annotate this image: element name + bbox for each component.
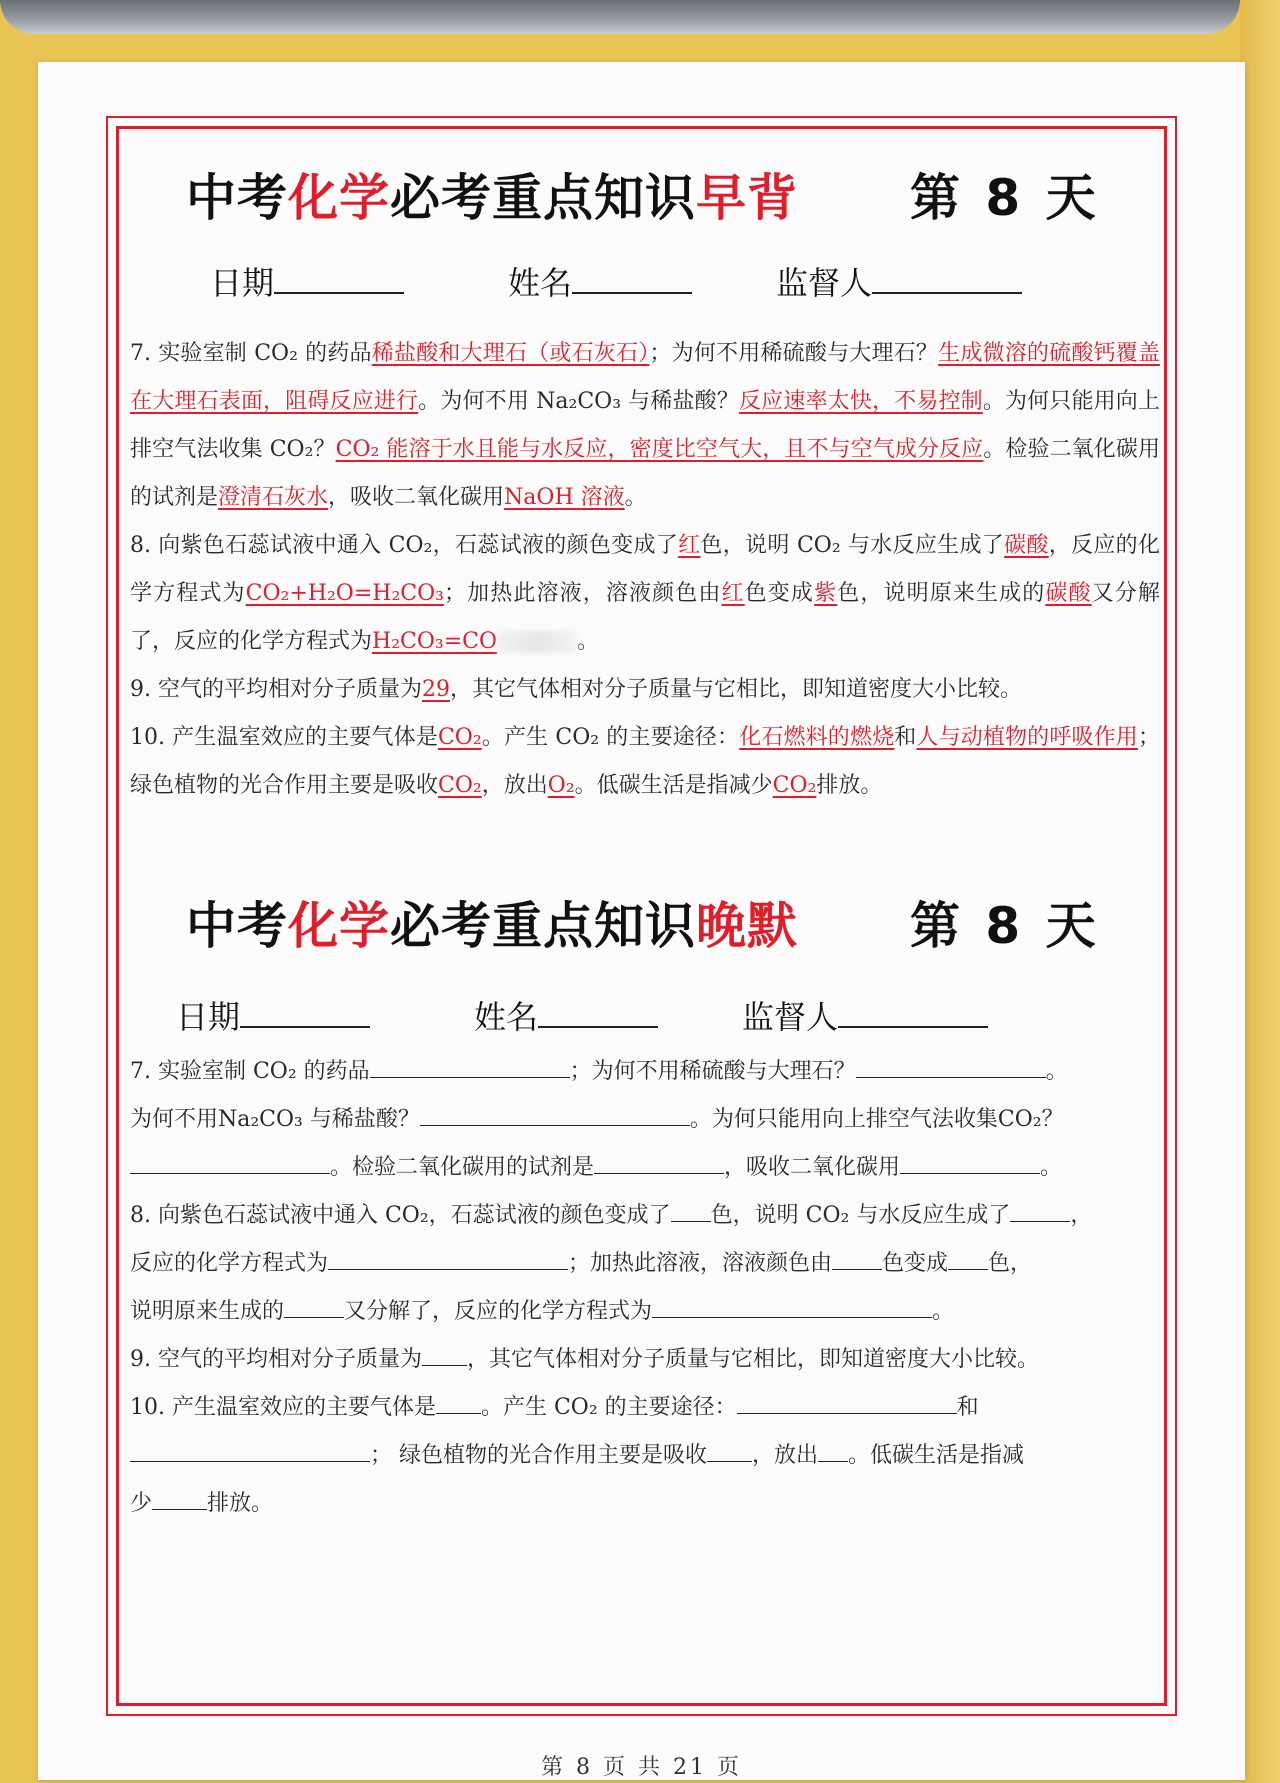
answer-blank[interactable] — [152, 1487, 207, 1510]
evening-name-field[interactable]: 姓名 — [474, 992, 658, 1038]
answer-blank[interactable] — [707, 1439, 752, 1462]
answer-blank[interactable] — [900, 1151, 1040, 1174]
evening-title: 中考化学必考重点知识晚默 — [186, 897, 798, 955]
evening-q7: 7. 实验室制 CO₂ 的药品 ；为何不用稀硫酸与大理石？ 。 为何不用Na₂CO₃ 与稀盐酸？ 。为何只能用向上排空气法收集CO₂？ 。检验二氧化碳用的试剂是 ，吸收二氧化碳用 。 — [130, 1048, 1160, 1192]
answer-blank[interactable] — [818, 1439, 848, 1462]
morning-q9: 9. 空气的平均相对分子质量为29，其它气体相对分子质量与它相比，即知道密度大小比较。 — [130, 677, 1022, 702]
answer-blank[interactable] — [948, 1247, 988, 1270]
answer-blank[interactable] — [1010, 1199, 1070, 1222]
evening-q9: 9. 空气的平均相对分子质量为 ，其它气体相对分子质量与它相比，即知道密度大小比较。 — [130, 1336, 1160, 1384]
page-footer: 第 8 页 共 21 页 — [541, 1755, 742, 1780]
morning-q10: 10. 产生温室效应的主要气体是CO₂。产生 CO₂ 的主要途径：化石燃料的燃烧和人与动植物的呼吸作用；绿色植物的光合作用主要是吸收CO₂，放出O₂。低碳生活是指减少CO₂排放。 — [130, 725, 1160, 798]
evening-q8: 8. 向紫色石蕊试液中通入 CO₂，石蕊试液的颜色变成了 色，说明 CO₂ 与水反应生成了 ， 反应的化学方程式为 ；加热此溶液，溶液颜色由 色变成 色， 说明原来生成的 又分解了，反应的化学方程式为 。 — [130, 1192, 1160, 1336]
answer-blank[interactable] — [856, 1055, 1046, 1078]
answer-blank[interactable] — [671, 1199, 711, 1222]
morning-name-field[interactable]: 姓名 — [508, 258, 692, 304]
answer-blank[interactable] — [420, 1103, 690, 1126]
answer-blank[interactable] — [832, 1247, 882, 1270]
answer-blank[interactable] — [328, 1247, 568, 1270]
morning-day-label: 第 8 天 — [910, 169, 1096, 227]
answer-blank[interactable] — [422, 1343, 467, 1366]
morning-q7: 7. 实验室制 CO₂ 的药品稀盐酸和大理石（或石灰石）；为何不用稀硫酸与大理石？生成微溶的硫酸钙覆盖在大理石表面，阻碍反应进行。为何不用 Na₂CO₃ 与稀盐酸？反应速率太快，不易控制。为何只能用向上排空气法收集 CO₂？CO₂ 能溶于水且能与水反应，密度比空气大，且不与空气成分反应。检验二氧化碳用的试剂是澄清石灰水，吸收二氧化碳用NaOH 溶液。 — [130, 341, 1160, 510]
answer-blank[interactable] — [594, 1151, 724, 1174]
morning-date-field[interactable]: 日期 — [210, 258, 404, 304]
answer-blank[interactable] — [130, 1439, 370, 1462]
evening-section — [130, 886, 1160, 1528]
morning-title: 中考化学必考重点知识早背 — [186, 169, 798, 227]
morning-section — [130, 158, 1160, 810]
answer-blank[interactable] — [370, 1055, 570, 1078]
evening-date-field[interactable]: 日期 — [176, 992, 370, 1038]
desk-background — [1240, 0, 1280, 1783]
blurred-region — [497, 631, 577, 653]
evening-q10: 10. 产生温室效应的主要气体是 。产生 CO₂ 的主要途径： 和 ； 绿色植物的光合作用主要是吸收 ，放出 。低碳生活是指减 少 排放。 — [130, 1384, 1160, 1528]
answer-blank[interactable] — [436, 1391, 481, 1414]
evening-supervisor-field[interactable]: 监督人 — [742, 992, 988, 1038]
answer-blank[interactable] — [737, 1391, 957, 1414]
answer-blank[interactable] — [284, 1295, 344, 1318]
answer-blank[interactable] — [652, 1295, 932, 1318]
evening-day-label: 第 8 天 — [910, 897, 1096, 955]
morning-q8: 8. 向紫色石蕊试液中通入 CO₂，石蕊试液的颜色变成了红色，说明 CO₂ 与水反应生成了碳酸，反应的化学方程式为CO₂+H₂O=H₂CO₃；加热此溶液，溶液颜色由红色变成紫色，说明原来生成的碳酸又分解了，反应的化学方程式为H₂CO₃=CO 。 — [130, 533, 1160, 654]
clipboard-clip — [0, 0, 1240, 34]
answer-blank[interactable] — [130, 1151, 330, 1174]
morning-supervisor-field[interactable]: 监督人 — [776, 258, 1022, 304]
